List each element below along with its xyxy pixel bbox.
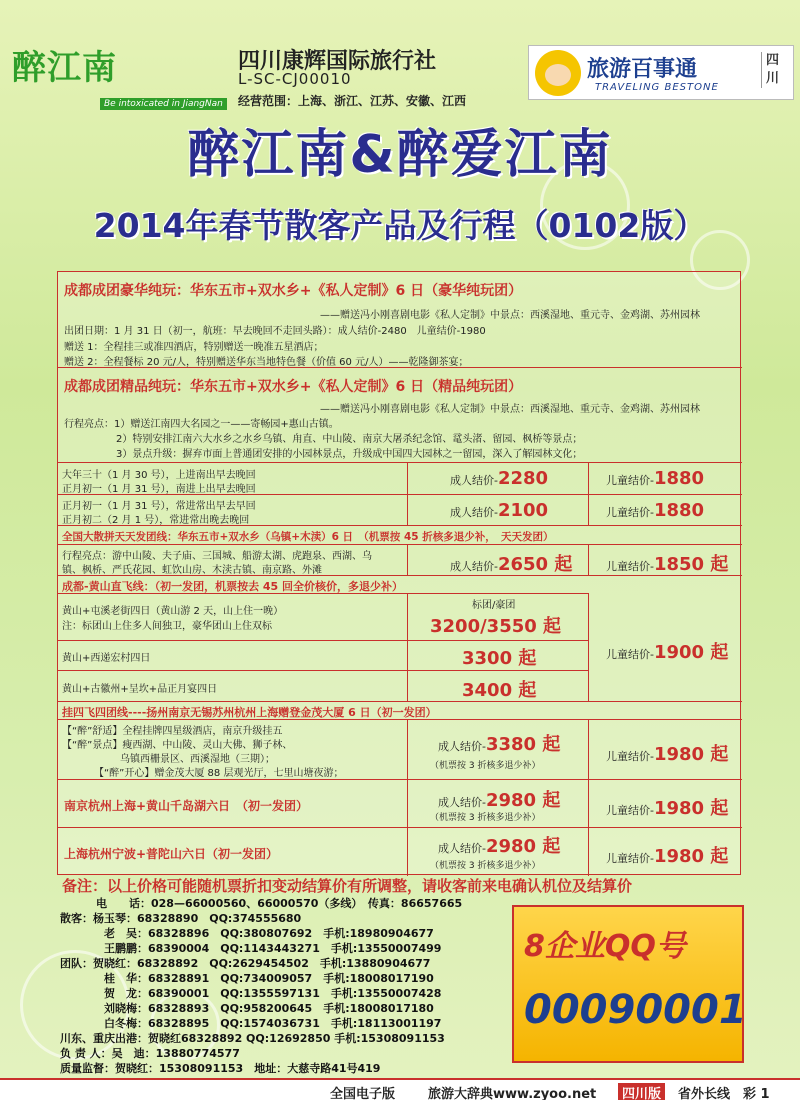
contact-row: 贺 龙：68390001 QQ:1355597131 手机:13550007428 [104,987,442,1000]
divider [58,827,742,828]
partner-province: 四川 [761,52,785,88]
product-section [58,576,742,702]
contact-row: 王鹏鹏：68390004 QQ:1143443271 手机:13550007499 [104,942,442,955]
section-text: 行程亮点：游中山陵、夫子庙、三国城、船游太湖、虎跑泉、西湖、乌 [62,551,372,562]
product-section [58,702,742,876]
divider [588,544,589,576]
child-price: 儿童结价-1980 起 [606,798,729,819]
product-section [58,272,742,368]
ticket-note: （机票按 3 折核多退少补） [430,861,541,871]
child-price: 儿童结价-1900 起 [606,642,729,663]
child-price: 儿童结价-1980 起 [606,744,729,765]
brand-tagline: Be intoxicated in JiangNan [100,98,227,110]
divider [58,593,588,594]
main-title: 醉江南&醉爱江南 [187,125,613,185]
adult-price: 成人结价-2650 起 [450,554,573,575]
partner-logo [528,45,794,100]
adult-price: 成人结价-2980 起 [438,836,561,857]
divider [58,640,588,641]
divider [58,670,588,671]
section-text: 【“醉”景点】瘦西湖、中山陵、灵山大佛、狮子林、 [62,740,293,751]
contact-row: 桂 华：68328891 QQ:734009057 手机:18008017190 [104,972,434,985]
footer [0,1078,800,1100]
sub-title: 2014年春节散客产品及行程（0102版） [93,206,707,245]
section-text: 镇、枫桥、严氏花园、虹饮山房、木渎古镇、南京路、外滩 [62,565,322,576]
divider [58,544,742,545]
contact-row: 负 责 人：吴 迪：13880774577 [60,1047,240,1060]
partner-name-en: TRAVELING BESTONE [595,82,719,93]
section-text: 2）特别安排江南六大水乡之水乡乌镇、甪直、中山陵、南京大屠杀纪念馆、鼋头渚、留园、枫桥等景点； [116,434,583,445]
qq-number: 00090001 [524,987,747,1033]
child-price: 儿童结价-1880 [606,500,705,521]
route-name: 南京杭州上海+黄山千岛湖六日 （初一发团） [64,799,309,813]
adult-price: 成人结价-2980 起 [438,790,561,811]
ticket-note: （机票按 3 折核多退少补） [430,813,541,823]
contact-list [60,895,520,1075]
divider [58,779,742,780]
section-text: ——赠送冯小刚喜剧电影《私人定制》中景点：西溪湿地、重元寺、金鸡湖、苏州园林 [320,404,700,415]
ticket-note: （机票按 3 折核多退少补） [430,761,541,771]
partner-name: 旅游百事通 [587,57,698,82]
qq-banner [512,905,747,1063]
section-text: 赠送 1：全程挂三或准四酒店，特别赠送一晚准五星酒店； [64,342,324,353]
section-text: 出团日期：1 月 31 日（初一，航班：早去晚回不走回头路）：成人结价-2480 儿童结价-1980 [64,326,486,337]
departure-date: 正月初一（1 月 31 号），常进常出早去早回 [62,501,256,512]
footer-edition: 全国电子版 [330,1087,396,1100]
product-section [58,368,742,526]
section-heading: 成都成团豪华纯玩：华东五市+双水乡+《私人定制》6 日（豪华纯玩团） [64,283,523,299]
footer-site: 旅游大辞典www.zyoo.net [428,1087,597,1100]
section-text: 乌镇西栅景区、西溪湿地（三期）； [120,754,275,765]
adult-price: 3400 起 [462,680,537,701]
brand-logo: 醉江南 [12,48,117,88]
adult-price: 成人结价-3380 起 [438,734,561,755]
contact-row: 川东、重庆出港：贺晓红68328892 QQ:12692850 手机:15308091153 [60,1032,445,1045]
section-text: 赠送 2：全程餐标 20 元/人，特别赠送华东当地特色餐（价值 60 元/人）——乾隆御茶宴； [64,357,469,368]
section-text: 【“醉”开心】赠金茂大厦 88 层观光厅，七里山塘夜游； [94,768,344,779]
footer-page: 省外长线 彩 1 [678,1087,770,1100]
agency-scope: 经营范围：上海、浙江、江苏、安徽、江西 [238,94,467,108]
route-name: 黄山+屯溪老街四日（黄山游 2 天，山上住一晚） [62,606,284,617]
route-name: 黄山+西递宏村四日 [62,653,151,664]
section-text: 3）景点升级：摒弃市面上普通团安排的小园林景点，升级成中国四大园林之一留园，深入了解园林文化； [116,449,583,460]
agency-name: 四川康辉国际旅行社 [238,49,437,74]
divider [407,593,408,702]
divider [588,719,589,876]
price-tag: 标团/豪团 [472,600,516,611]
header [0,0,800,115]
section-heading: 全国大散拼天天发团线：华东五市+双水乡（乌镇+木渎）6 日 （机票按 45 折核多退少补， 天天发团） [62,531,554,543]
departure-date: 正月初二（2 月 1 号），常进常出晚去晚回 [62,515,250,526]
route-name: 黄山+古徽州+呈坎+品正月宴四日 [62,684,218,695]
section-heading: 成都-黄山直飞线：（初一发团，机票按去 45 回全价核价，多退少补） [62,580,404,593]
price-notice: 备注：以上价格可能随机票折扣变动结算价有所调整，请收客前来电确认机位及结算价 [62,877,633,895]
section-heading: 成都成团精品纯玩：华东五市+双水乡+《私人定制》6 日（精品纯玩团） [64,379,523,395]
child-price: 儿童结价-1850 起 [606,554,729,575]
contact-row: 白冬梅：68328895 QQ:1574036731 手机:18113001197 [104,1017,442,1030]
contact-row: 团队：贺晓红：68328892 QQ:2629454502 手机:13880904677 [60,957,431,970]
section-text: ——赠送冯小刚喜剧电影《私人定制》中景点：西溪湿地、重元寺、金鸡湖、苏州园林 [320,310,700,321]
departure-date: 大年三十（1 月 30 号），上进南出早去晚回 [62,470,256,481]
route-name: 上海杭州宁波+普陀山六日（初一发团） [64,847,279,861]
divider [407,462,408,526]
section-heading: 挂四飞四团线----扬州南京无锡苏州杭州上海赠登金茂大厦 6 日（初一发团） [62,706,437,719]
divider [58,719,742,720]
adult-price: 成人结价-2100 [450,500,549,521]
divider [58,462,742,463]
route-note: 注：标团山上住多人间独卫，豪华团山上住双标 [62,621,272,632]
product-table [57,271,741,875]
product-section [58,526,742,576]
section-text: 行程亮点：1）赠送江南四大名园之一——寄畅园+惠山古镇。 [64,419,339,430]
divider [588,593,589,702]
section-text: 【“醉”舒适】全程挂牌四星级酒店，南京升级挂五 [62,726,283,737]
divider [407,719,408,876]
contact-row: 刘晓梅：68328893 QQ:958200645 手机:18008017180 [104,1002,434,1015]
footer-badge: 四川版 [618,1083,665,1100]
agency-license: L-SC-CJ00010 [238,70,352,88]
contact-row: 质量监督：贺晓红：15308091153 地址：大慈寺路41号419 [60,1062,381,1075]
contact-row: 散客：杨玉琴：68328890 QQ:374555680 [60,912,302,925]
divider [588,462,589,526]
mascot-icon [535,50,581,96]
adult-price: 成人结价-2280 [450,468,549,489]
adult-price: 3300 起 [462,648,537,669]
qq-title: 8企业QQ号 [524,929,686,964]
child-price: 儿童结价-1880 [606,468,705,489]
contact-phone: 电 话：028—66000560、66000570（多线） 传真：86657665 [96,897,463,910]
contact-row: 老 吴：68328896 QQ:380807692 手机:18980904677 [104,927,434,940]
divider [407,544,408,576]
departure-date: 正月初一（1 月 31 号），南进上出早去晚回 [62,484,256,495]
child-price: 儿童结价-1980 起 [606,846,729,867]
adult-price: 3200/3550 起 [430,616,562,637]
